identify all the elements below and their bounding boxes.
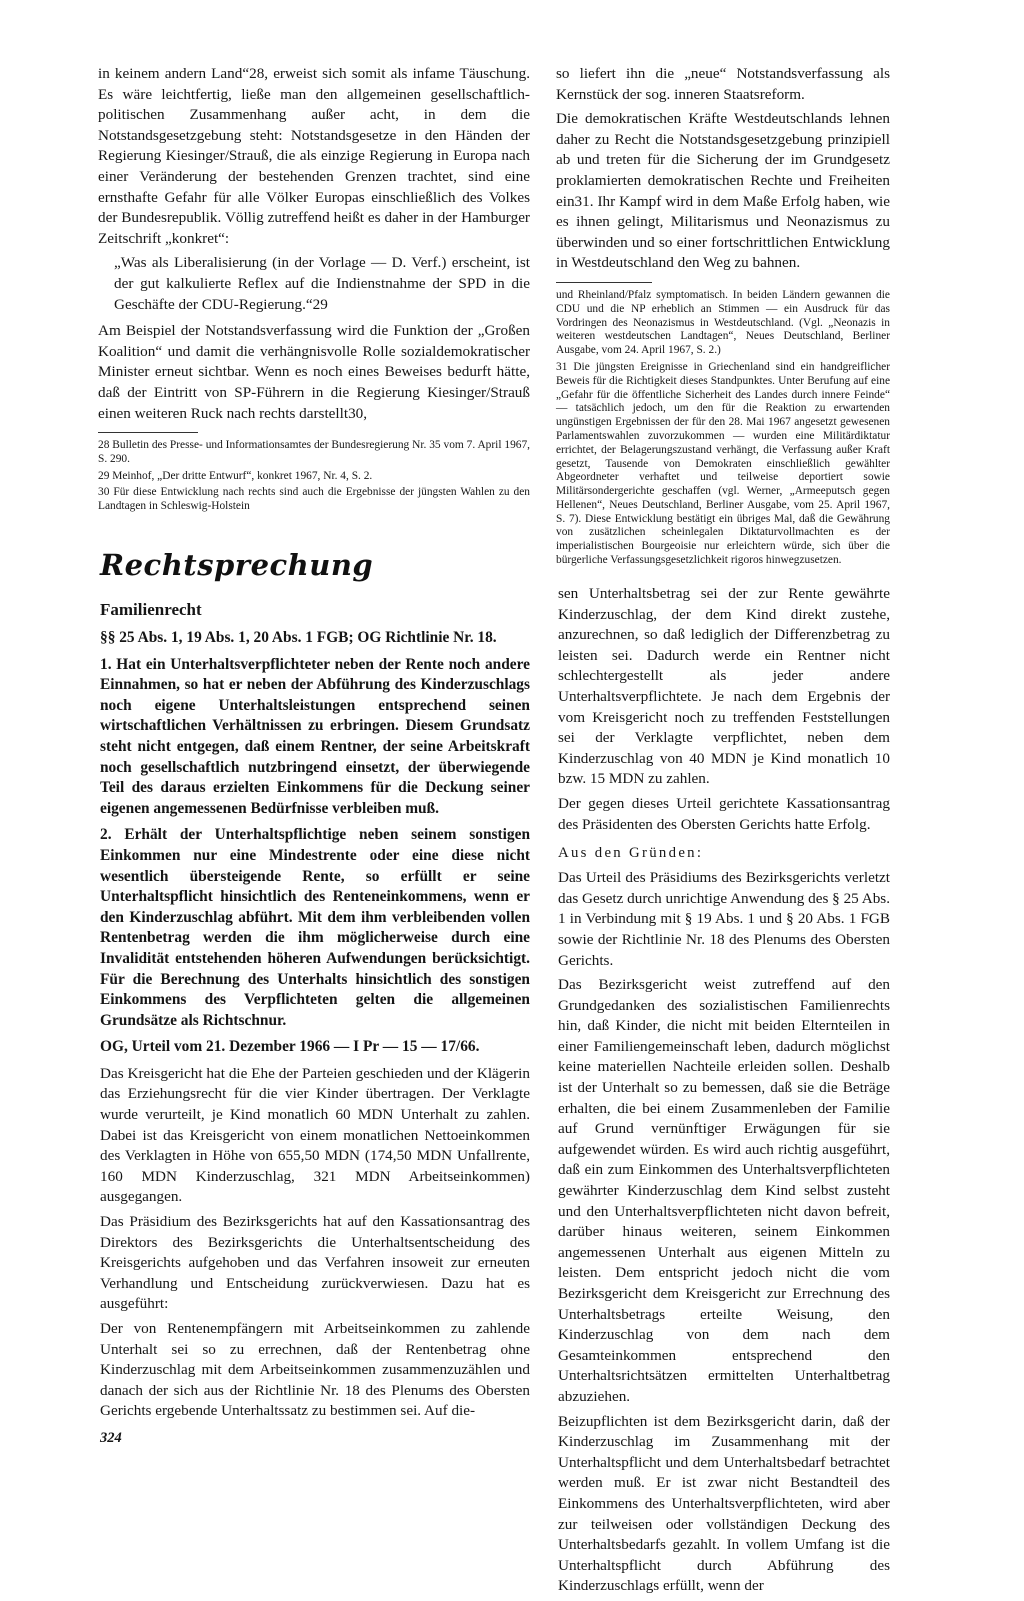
bottom-left-column: [100, 598, 530, 1426]
footnote-rule: [556, 282, 652, 283]
page-number: 324: [100, 1430, 122, 1446]
paragraph: Das Urteil des Präsidiums des Bezirksgerichts verletzt das Gesetz durch unrichtige Anwendung des § 25 Abs. 1 in Verbindung mit § 19 Abs. 1 und § 20 Abs. 1 FGB sowie der Richtlinie Nr. 18 des Plenums des Obersten Gerichts.: [558, 869, 890, 969]
footnote-30: 30 Für diese Entwicklung nach rechts sind auch die Ergebnisse der jüngsten Wahlen zu den Landtagen in Schleswig-Holstein: [98, 486, 530, 513]
footnote-rule: [98, 432, 198, 433]
paragraph: Am Beispiel der Notstandsverfassung wird die Funktion der „Großen Koalition“ und damit die verhängnisvolle Rolle sozialdemokratischer Minister erneut sichtbar. Wenn es noch eines Beweises bedurft hätte, daß der Eintritt von SP-Führern in die Regierung Kiesinger/Strauß einen weiteren Ruck nach rechts darstellt30,: [98, 322, 530, 422]
paragraph: so liefert ihn die „neue“ Notstandsverfassung als Kernstück der sog. inneren Staatsreform.: [556, 65, 890, 103]
verdict-reference: OG, Urteil vom 21. Dezember 1966 — I Pr — 15 — 17/66.: [100, 1038, 480, 1056]
paragraph: Das Präsidium des Bezirksgerichts hat auf den Kassationsantrag des Direktors des Bezirksgerichts die Unterhaltsentscheidung des Kreisgerichts aufgehoben und das Verfahren insoweit zur erneuten Verhandlung und Entscheidung zurückverwiesen. Dazu hat es ausgeführt:: [100, 1213, 530, 1313]
footnote-30-continued: und Rheinland/Pfalz symptomatisch. In beiden Ländern gewannen die CDU und die NP erheblich an Stimmen — ein Ausdruck für das Vordringen des Neonazismus in Westdeutschland. (Vgl. „Neonazis in weiteren westdeutschen Landtagen“, Neues Deutschland, Berliner Ausgabe, vom 24. April 1967, S. 2.): [556, 288, 890, 357]
paragraph: Das Bezirksgericht weist zutreffend auf den Grundgedanken des sozialistischen Familienrechts hin, daß Kinder, die nicht mit beiden Elternteilen in einer Familiengemeinschaft leben, dadurch möglichst keine materiellen Nachteile erleiden sollen. Deshalb ist der Unterhalt so zu bemessen, daß sie die Beträge erhalten, die bei einem Zusammenleben der Familie auf Grund vernünftiger Erwägungen für sie aufgewendet würden. Es wird auch richtig ausgeführt, daß ein zum Einkommen des Unterhaltsverpflichteten gewährter Kinderzuschlag dem Kind selbst zusteht und den Unterhaltsverpflichteten nicht davon befreit, darüber hinaus weiteren, seinem Einkommen angemessenen Unterhalt aus eigenen Mitteln zu leisten. Dem entspricht jedoch nicht die vom Bezirksgericht dem Kreisgericht zur Errechnung des Unterhaltsbetrags erteilte Weisung, den Kinderzuschlag von dem nach dem Gesamteinkommen entsprechend den Unterhaltsrichtsätzen ermittelten Unterhaltbetrag abzuziehen.: [558, 976, 890, 1405]
legal-citation: §§ 25 Abs. 1, 19 Abs. 1, 20 Abs. 1 FGB; OG Richtlinie Nr. 18.: [100, 629, 497, 646]
footnote-29: 29 Meinhof, „Der dritte Entwurf“, konkret 1967, Nr. 4, S. 2.: [98, 469, 373, 482]
section-title: Rechtsprechung: [100, 548, 374, 582]
footnote-31: 31 Die jüngsten Ereignisse in Griechenland sind ein handgreiflicher Beweis für die Richtigkeit dieses Standpunktes. Unter Berufung auf eine „Gefahr für die öffentliche Sicherheit des Landes durch innere Feinde“ — tatsächlich jedoch, um den für die Reaktion zu erwartenden ungünstigen Ergebnissen der für den 28. Mai 1967 angesetzt gewesenen Parlamentswahlen zuvorzukommen — wurden eine Militärdiktatur errichtet, der Belagerungszustand verhängt, die Verfassung außer Kraft gesetzt, Tausende von Demokraten einschließlich gewählter Abgeordneter verhaftet und teilweise deportiert sowie Militärsondergerichte geschaffen (vgl. Werner, „Armeeputsch gegen Hellenen“, Neues Deutschland, Berliner Ausgabe, vom 25. April 1967, S. 7). Diese Entwicklung bestätigt ein übriges Mal, daß die Gewährung von zusätzlichen scheinlegalen Diktaturvollmachten es der imperialistischen Bourgeoisie nur erleichtern würde, sich über die bürgerliche Verfassungsgesetzlichkeit rigoros hinwegzusetzen.: [556, 360, 890, 567]
headnote-2: 2. Erhält der Unterhaltspflichtige neben seinem sonstigen Einkommen nur eine Mindestrente oder eine diese nicht wesentlich übersteigende Rente, so erfüllt er seine Unterhaltspflicht hinsichtlich des Renteneinkommens, wenn er den Kinderzuschlag abführt. Mit dem ihm verbleibenden vollen Rentenbetrag werden die ihm möglicherweise durch eine Invalidität entstehenden höheren Aufwendungen berücksichtigt. Für die Berechnung des Unterhalts hinsichtlich des sonstigen Einkommens des Verpflichteten gelten die allgemeinen Grundsätze als Richtschnur.: [100, 826, 530, 1029]
paragraph: Die demokratischen Kräfte Westdeutschlands lehnen daher zu Recht die Notstandsgesetzgebung prinzipiell ab und treten für die Sicherung der im Grundgesetz proklamierten demokratischen Rechte und Freiheiten ein31. Ihr Kampf wird in dem Maße Erfolg haben, wie es ihnen gelingt, Militarismus und Neonazismus zu überwinden und so einer fortschrittlichen Entwicklung in Westdeutschland den Weg zu bahnen.: [556, 110, 890, 272]
paragraph: Beizupflichten ist dem Bezirksgericht darin, daß der Kinderzuschlag im Zusammenhang mit der Unterhaltspflicht und dem Unterhaltsbedarf betrachtet werden muß. Er ist zwar nicht Bestandteil des Einkommens des Unterhaltsverpflichteten, wird aber zur teilweisen oder vollständigen Deckung des Unterhaltsbedarfs gezahlt. In vollem Umfang ist die Unterhaltspflicht durch Abführung des Kinderzuschlags erfüllt, wenn der: [558, 1412, 890, 1595]
headnote-1: 1. Hat ein Unterhaltsverpflichteter neben der Rente noch andere Einnahmen, so hat er neben der Abführung des Kinderzuschlags noch eigene Unterhaltsleistungen entsprechend seinen wirtschaftlichen Verhältnissen zu erbringen. Diesem Grundsatz steht nicht entgegen, daß einem Rentner, der seine Arbeitskraft noch gesellschaftlich nutzbringend einsetzt, der überwiegende Teil des daraus erzielten Einkommens für die Deckung seiner eigenen angemessenen Bedürfnisse verbleiben muß.: [100, 655, 530, 817]
grounds-heading: Aus den Gründen:: [558, 845, 704, 862]
bottom-right-column: [558, 584, 890, 1601]
block-quote: „Was als Liberalisierung (in der Vorlage — D. Verf.) erscheint, ist der gut kalkulierte Reflex auf die Indienstnahme der SPD in die Geschäfte der CDU-Regierung.“29: [114, 254, 530, 313]
paragraph: in keinem andern Land“28, erweist sich somit als infame Täuschung. Es wäre leichtfertig, ließe man den allgemeinen gesellschaftlich-politischen Zusammenhang außer acht, in dem die Notstandsgesetzgebung steht: Notstandsgesetze in den Händen der Regierung Kiesinger/Strauß, die als einzige Regierung in Europa nach einer Veränderung der bestehenden Grenzen trachtet, sind eine ernsthafte Gefahr für alle Völker Europas einschließlich des Volkes der Bundesrepublik. Völlig zutreffend heißt es daher in der Hamburger Zeitschrift „konkret“:: [98, 65, 530, 247]
paragraph: sen Unterhaltsbetrag sei der zur Rente gewährte Kinderzuschlag, der dem Kind direkt zustehe, anzurechnen, so daß lediglich der Differenzbetrag zu leisten sei. Dadurch werde ein Rentner nicht schlechtergestellt als jeder andere Unterhaltsverpflichtete. Je nach dem Ergebnis der vom Kreisgericht noch zu treffenden Feststellungen sei der Verklagte verpflichtet, neben dem Kinderzuschlag von 40 MDN je Kind monatlich 10 bzw. 15 MDN zu zahlen.: [558, 585, 890, 788]
top-right-column: [556, 64, 890, 571]
subheading: Familienrecht: [100, 600, 202, 619]
paragraph: Das Kreisgericht hat die Ehe der Parteien geschieden und der Klägerin das Erziehungsrecht für die vier Kinder übertragen. Der Verklagte wurde verurteilt, je Kind monatlich 60 MDN Unterhalt zu zahlen. Dabei ist das Kreisgericht von einem monatlichen Nettoeinkommen des Verklagten in Höhe von 655,50 MDN (174,50 MDN Unfallrente, 160 MDN Kinderzuschlag, 321 MDN Arbeitseinkommen) ausgegangen.: [100, 1064, 530, 1206]
paragraph: Der gegen dieses Urteil gerichtete Kassationsantrag des Präsidenten des Obersten Gerichts hatte Erfolg.: [558, 794, 890, 833]
paragraph: Der von Rentenempfängern mit Arbeitseinkommen zu zahlende Unterhalt sei so zu errechnen, daß der Rentenbetrag ohne Kinderzuschlag mit dem Arbeitseinkommen zusammenzuzählen und danach der sich aus der Richtlinie Nr. 18 des Plenums des Obersten Gerichts ergebende Unterhaltssatz zu bestimmen sei. Auf die-: [100, 1320, 530, 1420]
footnote-28: 28 Bulletin des Presse- und Informationsamtes der Bundesregierung Nr. 35 vom 7. April 1967, S. 290.: [98, 439, 530, 465]
top-left-column: [98, 64, 530, 517]
